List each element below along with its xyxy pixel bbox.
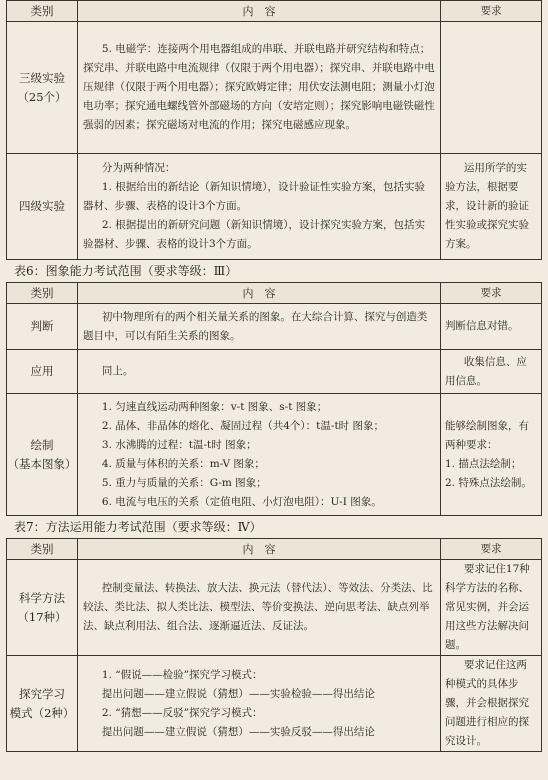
table-caption: 表7：方法运用能力考试范围（要求等级：Ⅳ） — [14, 520, 262, 534]
table-graph-ability — [6, 282, 542, 516]
content-cell: 1. 匀速直线运动两种图象：v-t 图象、s-t 图象； 2. 晶体、非晶体的熔化、凝固过程（共4个）：t温-t时 图象； 3. 水沸腾的过程：t温-t时 图象； 4. 质量与体积的关系：m-V 图象； 5. 重力与质量的关系：G-m 图象； 6. 电流与电压的关系（定值电阻、小灯泡电阻）：U-I 图象。 — [78, 394, 441, 516]
header-requirement: 要求 — [441, 283, 542, 304]
requirement-cell: 要求记住这两种模式的具体步骤，并会根据探究问题进行相应的探究设计。 — [441, 656, 542, 752]
header-category: 类别 — [7, 539, 78, 560]
content-cell: 1. “假说——检验”探究学习模式： 提出问题——建立假说（猜想）——实验检验——得出结论 2. “猜想——反驳”探究学习模式： 提出问题——建立假说（猜想）——实验反驳——得出结论 — [78, 656, 441, 752]
table-header-row — [7, 283, 542, 304]
header-content: 内 容 — [78, 283, 441, 304]
requirement-cell — [441, 22, 542, 154]
requirement-cell: 能够绘制图象，有两种要求： 1. 描点法绘制； 2. 特殊点法绘制。 — [441, 394, 542, 516]
category-cell: 应用 — [7, 350, 78, 394]
table-row — [7, 656, 542, 752]
requirement-cell: 要求记住17种科学方法的名称、常见实例，并会运用这些方法解决问题。 — [441, 560, 542, 656]
content-cell: 分为两种情况： 1. 根据给出的新结论（新知识情境），设计验证性实验方案，包括实验器材、步骤、表格的设计3个方面。 2. 根据提出的新研究问题（新知识情境），设计探究实验方案，包括实验器材、步骤、表格的设计3个方面。 — [78, 154, 441, 260]
table-row — [7, 22, 542, 154]
header-content: 内 容 — [78, 539, 441, 560]
table-row — [7, 350, 542, 394]
table-row — [7, 394, 542, 516]
table-caption: 表6：图象能力考试范围（要求等级：Ⅲ） — [14, 264, 238, 278]
header-content: 内 容 — [78, 1, 441, 22]
table-row — [7, 560, 542, 656]
category-cell: 三级实验 （25个） — [7, 22, 78, 154]
category-cell: 四级实验 — [7, 154, 78, 260]
header-requirement: 要求 — [441, 1, 542, 22]
category-cell: 探究学习 模式（2种） — [7, 656, 78, 752]
content-cell: 5. 电磁学：连接两个用电器组成的串联、并联电路并研究结构和特点；探究串、并联电路中电流规律（仅限于两个用电器）；探究串、并联电路中电压规律（仅限于两个用电器）；探究欧姆定律；用伏安法测电阻；测量小灯泡电功率；探究通电螺线管外部磁场的方向（安培定则）；探究影响电磁铁磁性强弱的因素；探究磁场对电流的作用；探究电磁感应现象。 — [78, 22, 441, 154]
requirement-cell: 运用所学的实验方法，根据要求，设计新的验证性实验或探究实验方案。 — [441, 154, 542, 260]
requirement-cell: 判断信息对错。 — [441, 304, 542, 350]
content-cell: 初中物理所有的两个相关量关系的图象。在大综合计算、探究与创造类题目中，可以有陌生关系的图象。 — [78, 304, 441, 350]
table-row — [7, 304, 542, 350]
table-header-row — [7, 1, 542, 22]
table-row — [7, 154, 542, 260]
category-cell: 判断 — [7, 304, 78, 350]
requirement-cell: 收集信息、应用信息。 — [441, 350, 542, 394]
category-cell: 绘制 （基本图象） — [7, 394, 78, 516]
content-cell: 同上。 — [78, 350, 441, 394]
table-lab-experiments — [6, 0, 542, 260]
table-header-row — [7, 539, 542, 560]
header-requirement: 要求 — [441, 539, 542, 560]
content-cell: 控制变量法、转换法、放大法、换元法（替代法）、等效法、分类法、比较法、类比法、拟人类比法、模型法、等价变换法、逆向思考法、缺点列举法、缺点利用法、组合法、逐渐逼近法、反证法。 — [78, 560, 441, 656]
table-method-ability — [6, 538, 542, 752]
header-category: 类别 — [7, 1, 78, 22]
header-category: 类别 — [7, 283, 78, 304]
category-cell: 科学方法 （17种） — [7, 560, 78, 656]
